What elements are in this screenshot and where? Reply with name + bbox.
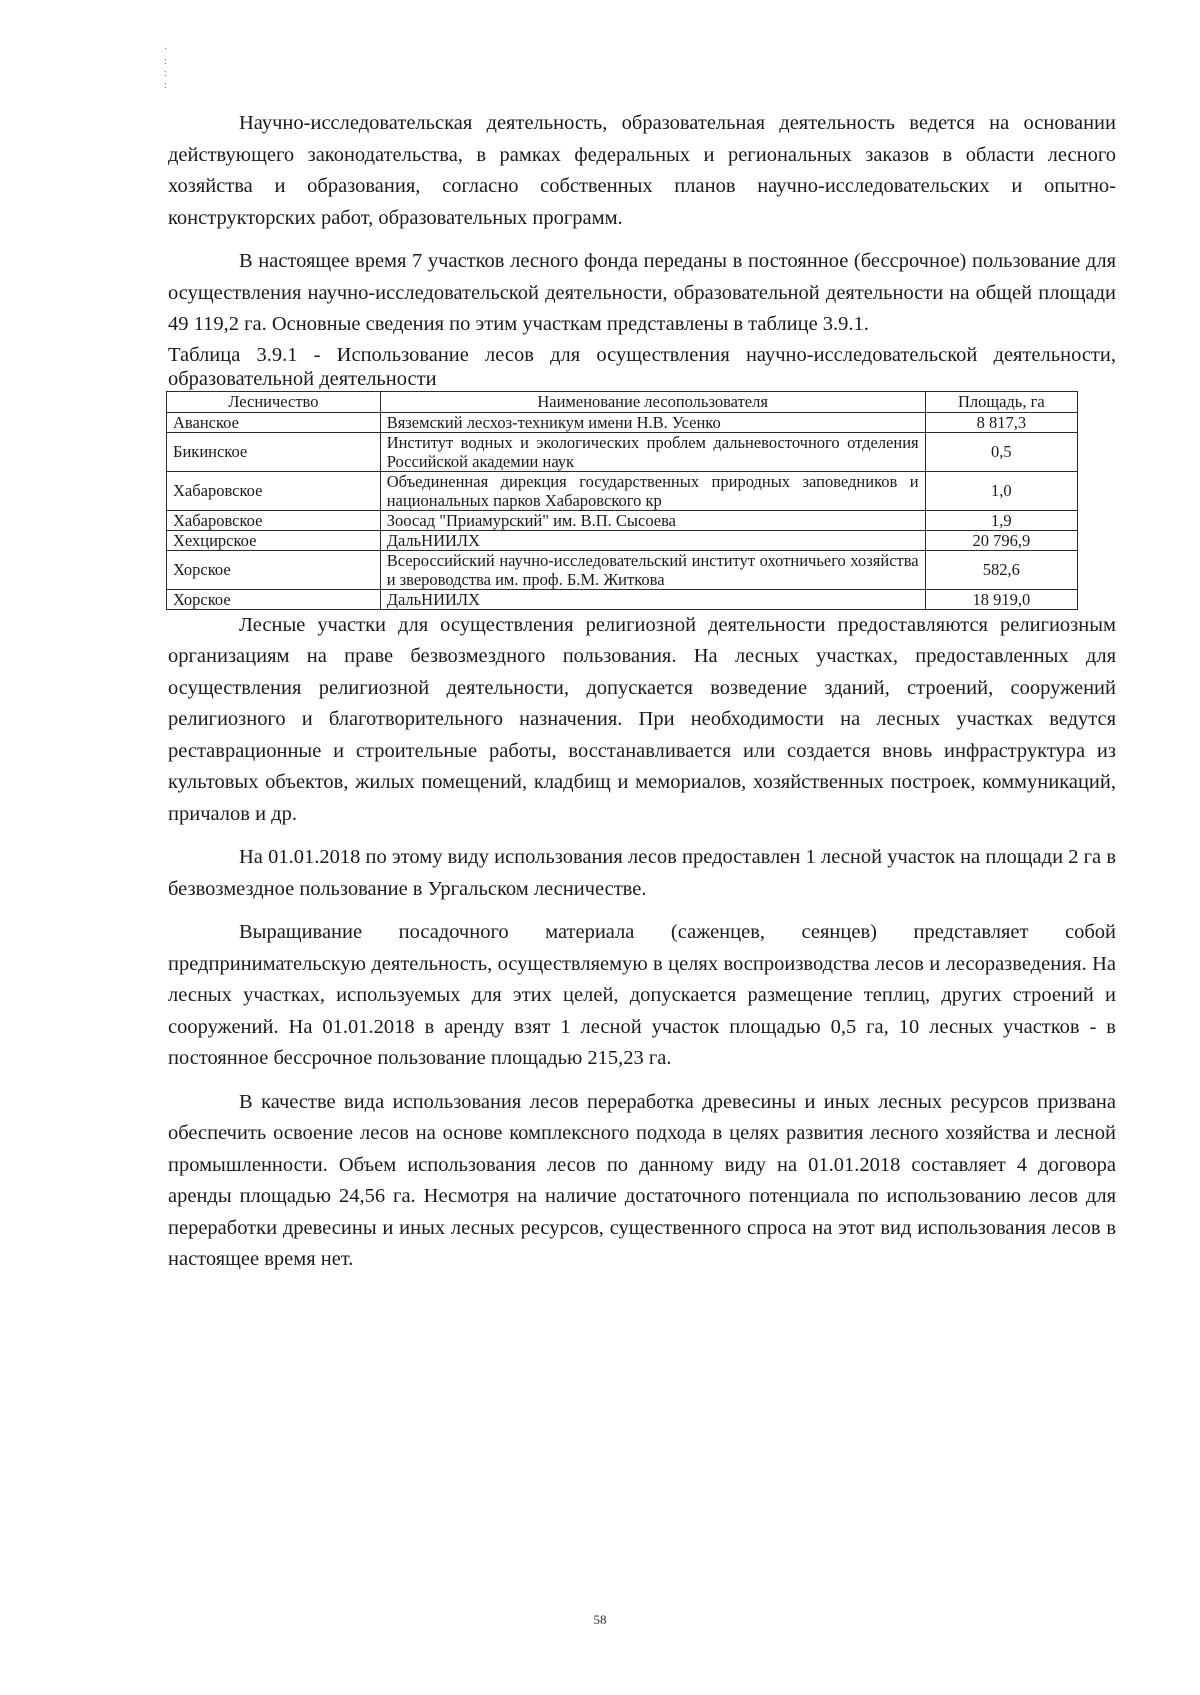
- cell-area: 1,0: [925, 471, 1077, 510]
- forest-use-table: [166, 391, 1078, 610]
- cell-forestry: Хабаровское: [167, 510, 381, 530]
- header-forest-user: Наименование лесопользователя: [380, 391, 925, 412]
- cell-forestry: Хехцирское: [167, 530, 381, 550]
- cell-forestry: Хабаровское: [167, 471, 381, 510]
- cell-forest-user: Объединенная дирекция государственных природных заповедников и национальных парков Хабаровского кр: [380, 471, 925, 510]
- cell-forest-user: ДальНИИЛХ: [380, 530, 925, 550]
- cell-forest-user: Институт водных и экологических проблем дальневосточного отделения Российской академии наук: [380, 432, 925, 471]
- cell-forest-user: Всероссийский научно-исследовательский институт охотничьего хозяйства и звероводства им. проф. Б.М. Житкова: [380, 550, 925, 589]
- header-forestry: Лесничество: [167, 391, 381, 412]
- table-caption: Таблица 3.9.1 - Использование лесов для осуществления научно-исследовательской деятельности, образовательной деятельности: [168, 343, 1116, 390]
- table-row: [167, 412, 1078, 432]
- paragraph-planting-material: Выращивание посадочного материала (саженцев, сеянцев) представляет собой предпринимательскую деятельность, осуществляемую в целях воспроизводства лесов и лесоразведения. На лесных участках, используемых для этих целей, допускается размещение теплиц, других строений и сооружений. На 01.01.2018 в аренду взят 1 лесной участок площадью 0,5 га, 10 лесных участков - в постоянное бессрочное пользование площадью 215,23 га.: [168, 921, 1116, 1069]
- cell-forestry: Бикинское: [167, 432, 381, 471]
- cell-area: 8 817,3: [925, 412, 1077, 432]
- cell-forestry: Хорское: [167, 550, 381, 589]
- cell-forest-user: ДальНИИЛХ: [380, 589, 925, 609]
- page-number: 58: [593, 1612, 607, 1627]
- paragraph-forest-plots-transferred: В настоящее время 7 участков лесного фонда переданы в постоянное (бессрочное) пользование для осуществления научно-исследовательской деятельности, образовательной деятельности на общей площади 49 119,2 га. Основные сведения по этим участкам представлены в таблице 3.9.1.: [168, 250, 1116, 335]
- header-area: Площадь, га: [925, 391, 1077, 412]
- cell-area: 582,6: [925, 550, 1077, 589]
- cell-area: 0,5: [925, 432, 1077, 471]
- cell-forestry: Хорское: [167, 589, 381, 609]
- table-row: [167, 550, 1078, 589]
- document-page: [168, 108, 1116, 1276]
- cell-forestry: Аванское: [167, 412, 381, 432]
- paragraph-religious-activity: Лесные участки для осуществления религиозной деятельности предоставляются религиозным организациям на праве безвозмездного пользования. На лесных участках, предоставленных для осуществления религиозной деятельности, допускается возведение зданий, строений, сооружений религиозного и благотворительного назначения. При необходимости на лесных участках ведутся реставрационные и строительные работы, восстанавливается или создается вновь инфраструктура из культовых объектов, жилых помещений, кладбищ и мемориалов, хозяйственных построек, коммуникаций, причалов и др.: [168, 613, 1116, 825]
- table-header-row: [167, 391, 1078, 412]
- cell-area: 20 796,9: [925, 530, 1077, 550]
- cell-area: 18 919,0: [925, 589, 1077, 609]
- cell-forest-user: Вяземский лесхоз-техникум имени Н.В. Усенко: [380, 412, 925, 432]
- cell-forest-user: Зоосад "Приамурский" им. В.П. Сысоева: [380, 510, 925, 530]
- table-row: [167, 471, 1078, 510]
- paragraph-wood-processing: В качестве вида использования лесов переработка древесины и иных лесных ресурсов призвана обеспечить освоение лесов на основе комплексного подхода в целях развития лесного хозяйства и лесной промышленности. Объем использования лесов по данному виду на 01.01.2018 составляет 4 договора аренды площадью 24,56 га. Несмотря на наличие достаточного потенциала по использованию лесов для переработки древесины и иных лесных ресурсов, существенного спроса на этот вид использования лесов в настоящее время нет.: [168, 1090, 1116, 1270]
- table-row: [167, 432, 1078, 471]
- table-row: [167, 530, 1078, 550]
- table-row: [167, 510, 1078, 530]
- paragraph-research-activity: Научно-исследовательская деятельность, образовательная деятельность ведется на основании действующего законодательства, в рамках федеральных и региональных заказов в области лесного хозяйства и образования, согласно собственных планов научно-исследовательских и опытно-конструкторских работ, образовательных программ.: [168, 112, 1116, 229]
- paragraph-religious-plots-2018: На 01.01.2018 по этому виду использования лесов предоставлен 1 лесной участок на площади 2 га в безвозмездное пользование в Ургальском лесничестве.: [168, 846, 1116, 900]
- scan-margin-marks: · : : :: [164, 44, 168, 91]
- table-row: [167, 589, 1078, 609]
- cell-area: 1,9: [925, 510, 1077, 530]
